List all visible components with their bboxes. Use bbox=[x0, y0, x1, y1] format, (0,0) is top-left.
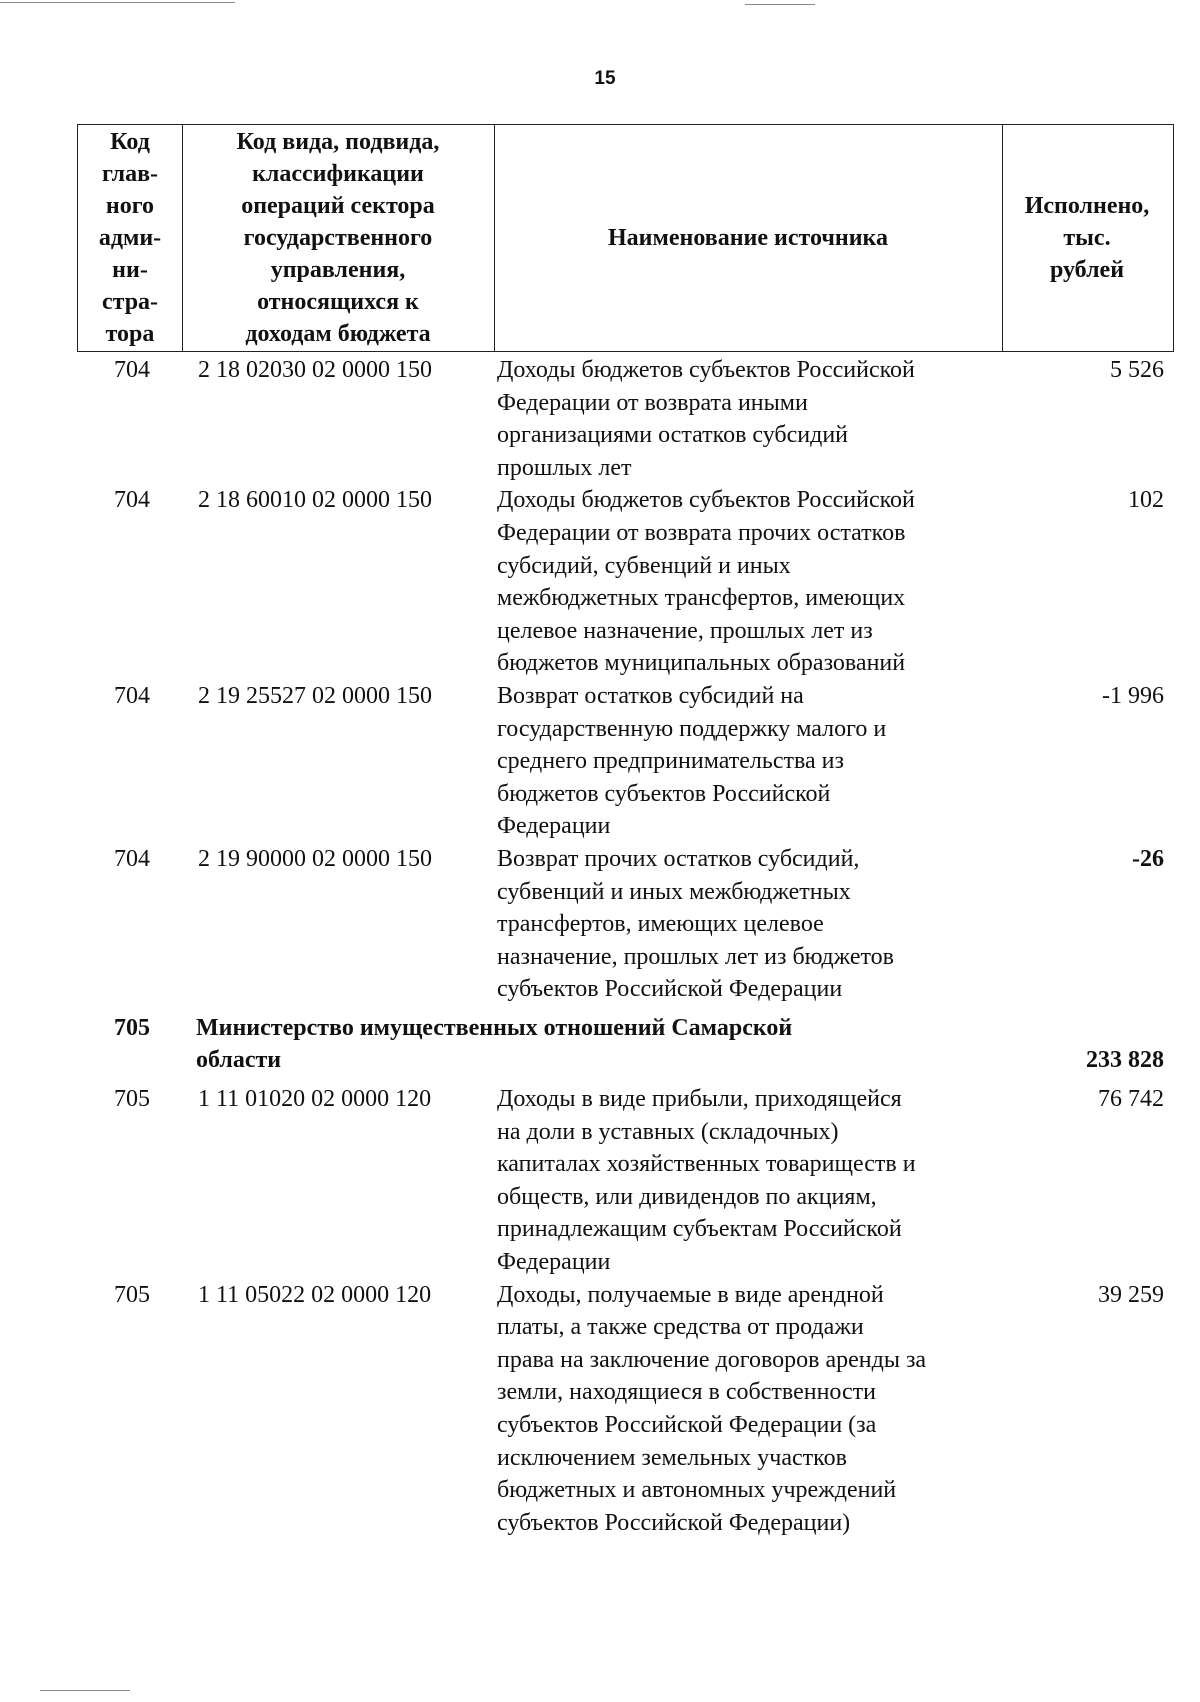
source-name: Доходы в виде прибыли, приходящейся на доли в уставных (складочных) капиталах хозяйственных товариществ и обществ, или дивидендов по акциям, принадлежащим субъектам Российской Федерации bbox=[497, 1086, 916, 1276]
page-number: 15 bbox=[594, 68, 616, 89]
header-revenue-code: Код вида, подвида, классификации операций сектора государственного управления, относящихся к доходам бюджета bbox=[236, 129, 440, 347]
revenue-code: 2 18 60010 02 0000 150 bbox=[198, 487, 432, 514]
revenue-code: 1 11 05022 02 0000 120 bbox=[198, 1281, 432, 1308]
source-name: Доходы бюджетов субъектов Российской Федерации от возврата прочих остатков субсидий, субвенций и иных межбюджетных трансфертов, имеющих целевое назначение, прошлых лет из бюджетов муниципальных образований bbox=[497, 487, 915, 677]
table-body bbox=[0, 354, 1200, 1539]
table-row bbox=[0, 354, 1200, 484]
section-admin-code: 705 bbox=[114, 1014, 150, 1041]
section-title: Министерство имущественных отношений Самарской области bbox=[196, 1014, 793, 1074]
admin-code: 704 bbox=[114, 357, 150, 383]
admin-code: 704 bbox=[114, 682, 150, 709]
header-source-name: Наименование источника bbox=[608, 225, 888, 251]
revenue-code: 2 18 02030 02 0000 150 bbox=[198, 357, 432, 383]
table-row bbox=[0, 1083, 1200, 1279]
section-amount: 233 828 bbox=[1086, 1046, 1164, 1073]
source-name: Возврат прочих остатков субсидий, субвенций и иных межбюджетных трансфертов, имеющих целевое назначение, прошлых лет из бюджетов субъектов Российской Федерации bbox=[497, 845, 894, 1003]
executed-amount: 39 259 bbox=[1098, 1281, 1164, 1308]
revenue-code: 2 19 90000 02 0000 150 bbox=[198, 845, 432, 872]
table-row bbox=[0, 680, 1200, 843]
executed-amount: 76 742 bbox=[1098, 1086, 1164, 1113]
table-row bbox=[0, 484, 1200, 680]
table-row bbox=[0, 1279, 1200, 1540]
admin-code: 705 bbox=[114, 1281, 150, 1308]
revenue-code: 1 11 01020 02 0000 120 bbox=[198, 1086, 432, 1113]
header-admin-code: Код глав- ного адми- ни- стра- тора bbox=[98, 129, 162, 347]
source-name: Возврат остатков субсидий на государственную поддержку малого и среднего предпринимательства из бюджетов субъектов Российской Федерации bbox=[497, 682, 887, 840]
source-name: Доходы бюджетов субъектов Российской Федерации от возврата иными организациями остатков субсидий прошлых лет bbox=[497, 357, 915, 481]
admin-code: 704 bbox=[114, 845, 150, 872]
source-name: Доходы, получаемые в виде арендной платы, а также средства от продажи права на заключение договоров аренды за земли, находящиеся в собственности субъектов Российской Федерации (за исключением земельных участков бюджетных и автономных учреждений субъектов Российской Федерации) bbox=[497, 1281, 927, 1536]
admin-code: 704 bbox=[114, 487, 150, 514]
scan-edge-top bbox=[0, 2, 235, 3]
scan-edge-top-right bbox=[745, 4, 815, 5]
table-row bbox=[0, 843, 1200, 1006]
executed-amount: 5 526 bbox=[1110, 357, 1164, 383]
revenue-code: 2 19 25527 02 0000 150 bbox=[198, 682, 432, 709]
section-row bbox=[0, 1012, 1200, 1077]
admin-code: 705 bbox=[114, 1086, 150, 1113]
executed-amount: -26 bbox=[1132, 845, 1164, 872]
executed-amount: -1 996 bbox=[1102, 682, 1164, 709]
executed-amount: 102 bbox=[1128, 487, 1164, 514]
header-executed-amount: Исполнено, тыс. рублей bbox=[1024, 193, 1150, 283]
scan-edge-bottom bbox=[40, 1690, 130, 1691]
table-header bbox=[77, 124, 1174, 352]
